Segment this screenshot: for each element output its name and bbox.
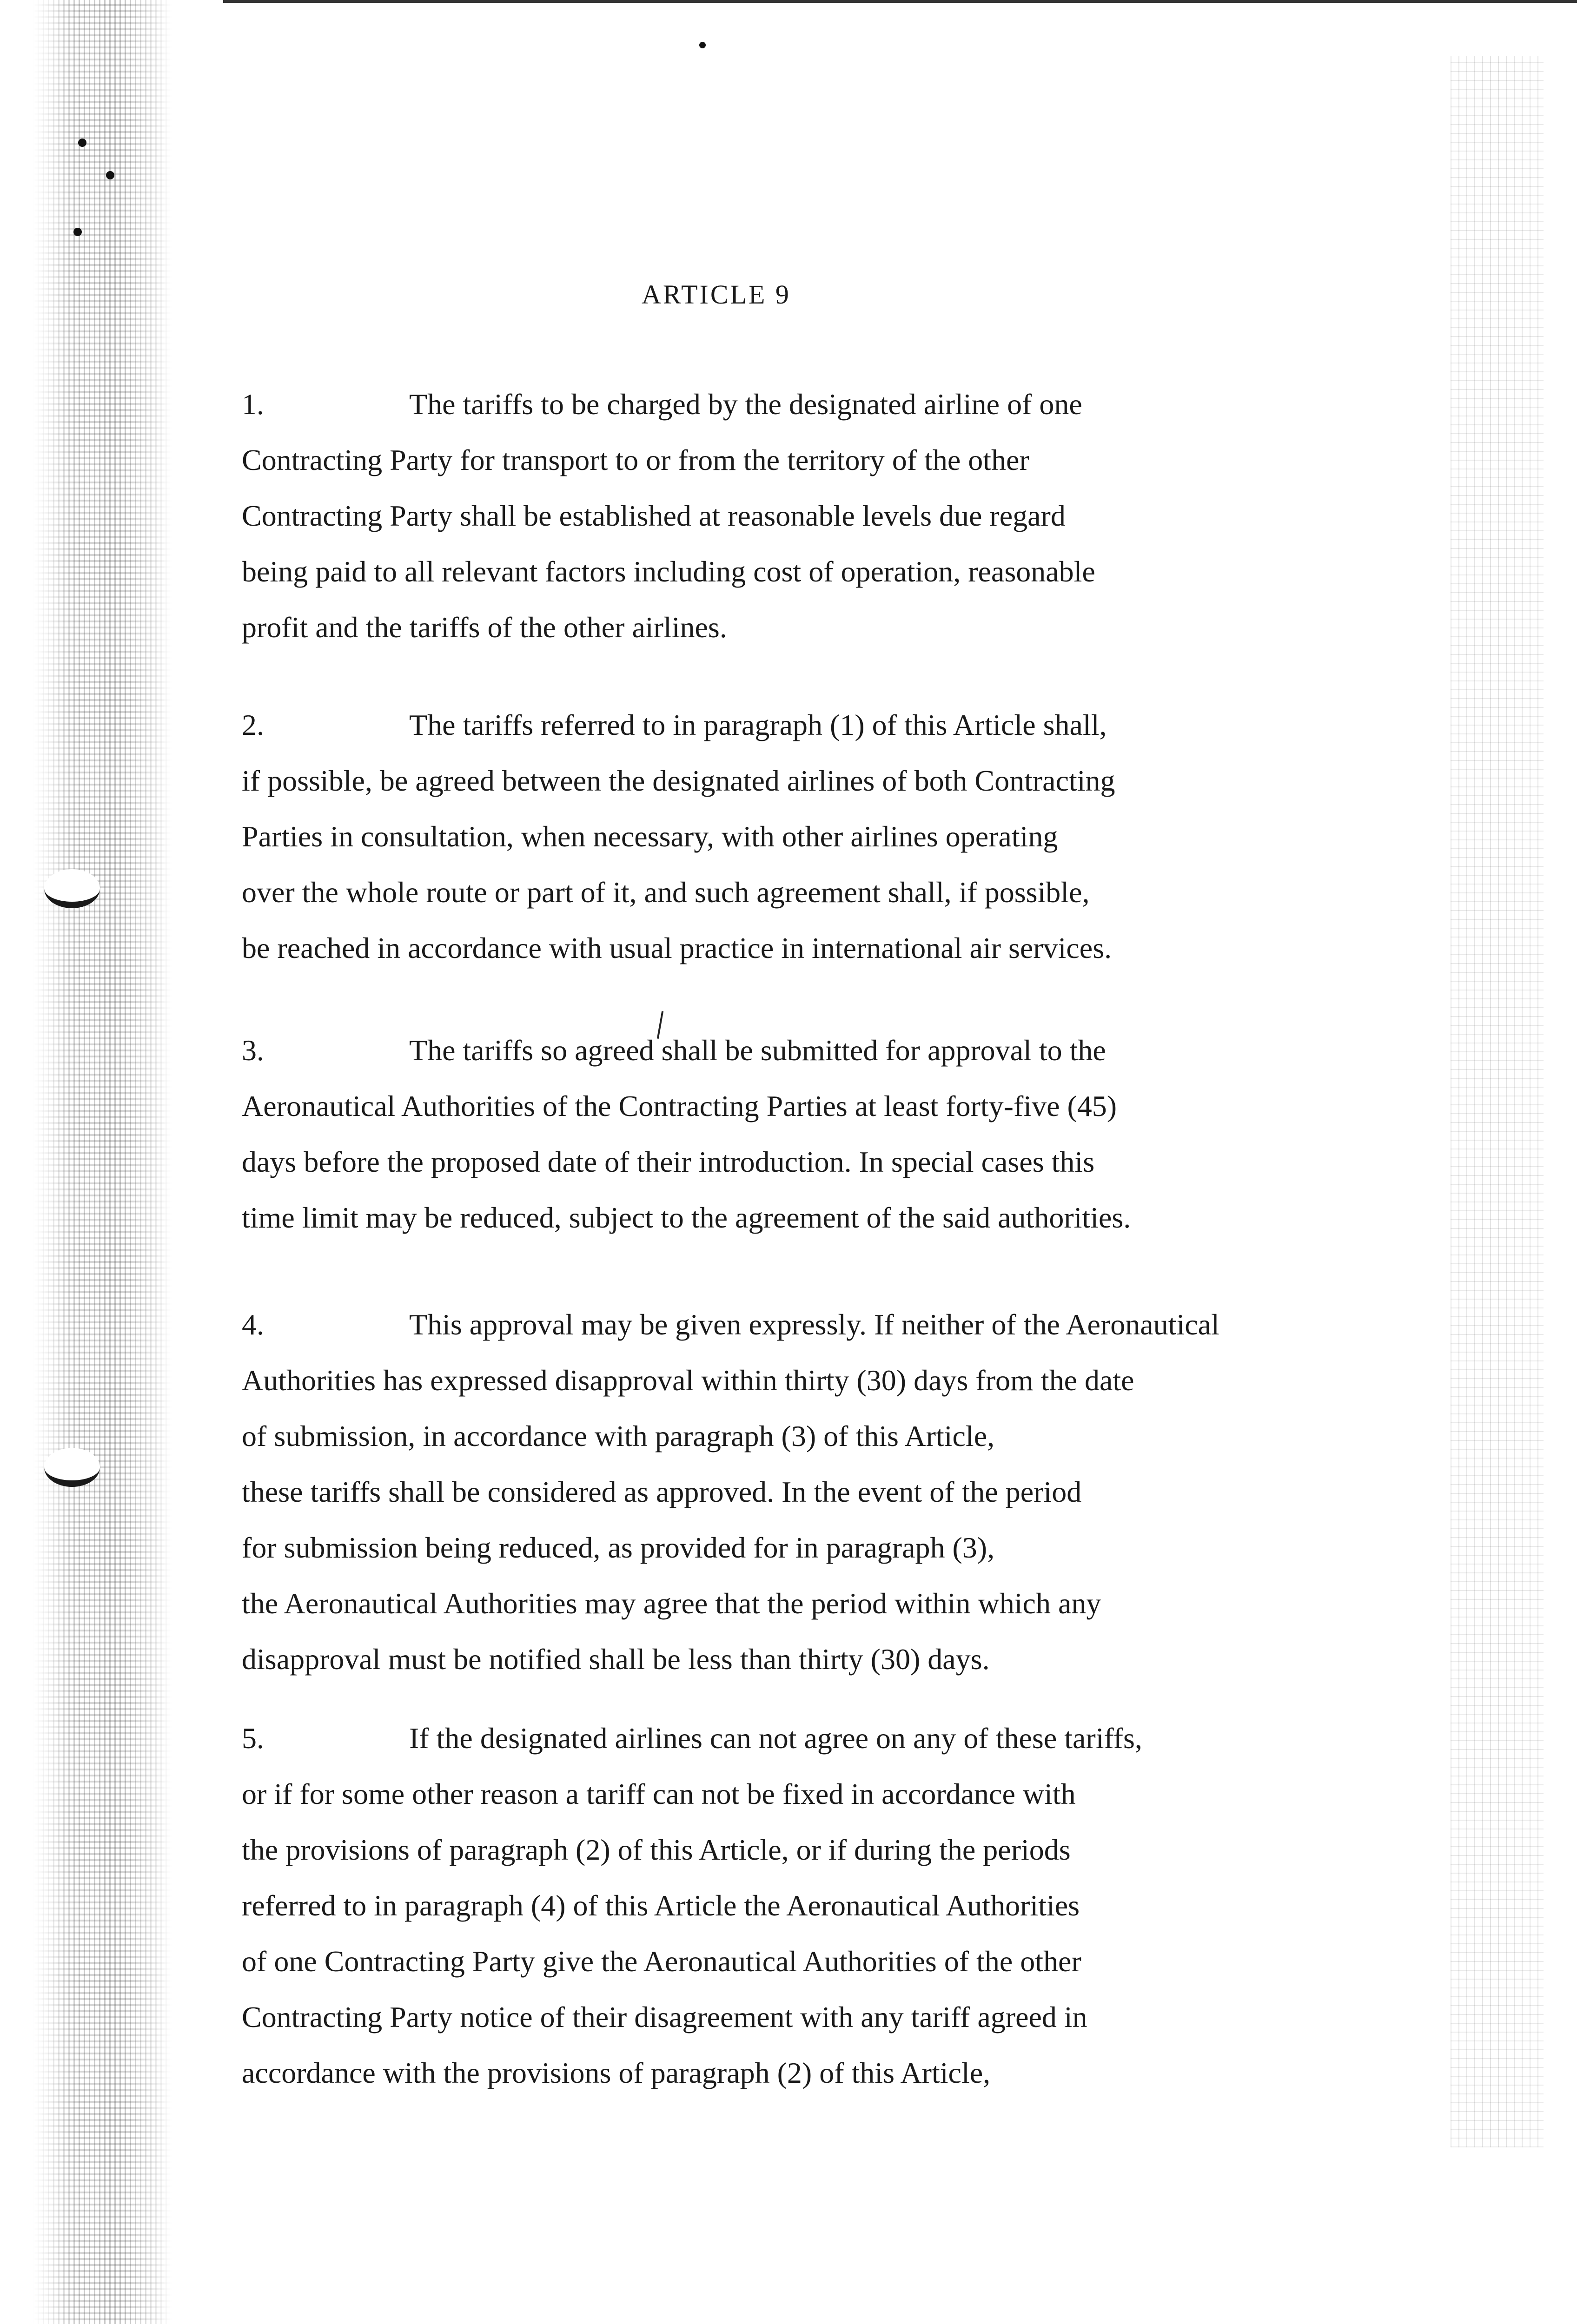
paragraph-line (242, 376, 1469, 432)
paragraph-line: or if for some other reason a tariff can not be fixed in accordance with (242, 1777, 1076, 1810)
paragraph-text: If the designated airlines can not agree on any of these tariffs, (409, 1722, 1142, 1755)
paragraph-number: 3. (242, 1034, 264, 1067)
paragraph-line (242, 697, 1469, 753)
paragraph-line: Contracting Party notice of their disagreement with any tariff agreed in (242, 2000, 1087, 2034)
paragraph-1 (242, 376, 1469, 655)
paragraph-3 (242, 1023, 1469, 1246)
scan-speck (699, 42, 706, 48)
paragraph-line: referred to in paragraph (4) of this Article the Aeronautical Authorities (242, 1889, 1080, 1922)
article-title: ARTICLE 9 (642, 279, 791, 310)
paragraph-5 (242, 1710, 1469, 2101)
paragraph-text: The tariffs to be charged by the designated airline of one (409, 388, 1082, 421)
paragraph-number: 1. (242, 388, 264, 421)
paragraph-2 (242, 697, 1469, 976)
paragraph-line: over the whole route or part of it, and such agreement shall, if possible, (242, 876, 1090, 909)
paragraph-line: accordance with the provisions of paragraph (2) of this Article, (242, 2056, 991, 2089)
punch-hole (44, 869, 100, 908)
paragraph-line: the Aeronautical Authorities may agree that the period within which any (242, 1587, 1101, 1620)
paragraph-line: Contracting Party for transport to or from the territory of the other (242, 443, 1029, 476)
paragraph-line: profit and the tariffs of the other airlines. (242, 611, 727, 644)
scan-speck (106, 171, 114, 179)
paragraph-4 (242, 1297, 1469, 1687)
paragraph-line: Authorities has expressed disapproval within thirty (30) days from the date (242, 1364, 1134, 1397)
paragraph-line: these tariffs shall be considered as approved. In the event of the period (242, 1475, 1082, 1508)
scan-top-edge (223, 0, 1577, 3)
paragraph-text: The tariffs referred to in paragraph (1) of this Article shall, (409, 708, 1107, 741)
paragraph-line: days before the proposed date of their introduction. In special cases this (242, 1145, 1095, 1178)
paragraph-line: time limit may be reduced, subject to the agreement of the said authorities. (242, 1201, 1131, 1234)
paragraph-text: The tariffs so agreed shall be submitted for approval to the (409, 1034, 1106, 1067)
scan-speck (78, 139, 86, 147)
punch-hole (44, 1448, 100, 1487)
paragraph-line: if possible, be agreed between the designated airlines of both Contracting (242, 764, 1115, 797)
paragraph-line (242, 1710, 1469, 1766)
paragraph-line: being paid to all relevant factors including cost of operation, reasonable (242, 555, 1095, 588)
paragraph-line: of submission, in accordance with paragraph (3) of this Article, (242, 1419, 995, 1452)
paragraph-number: 5. (242, 1722, 264, 1755)
paragraph-line: of one Contracting Party give the Aeronautical Authorities of the other (242, 1945, 1081, 1978)
paragraph-line: be reached in accordance with usual practice in international air services. (242, 931, 1112, 964)
paragraph-line: for submission being reduced, as provided for in paragraph (3), (242, 1531, 995, 1564)
paragraph-line: Parties in consultation, when necessary, with other airlines operating (242, 820, 1058, 853)
paragraph-number: 4. (242, 1308, 264, 1341)
paragraph-number: 2. (242, 708, 264, 741)
paragraph-line: the provisions of paragraph (2) of this Article, or if during the periods (242, 1833, 1071, 1866)
paragraph-line: Aeronautical Authorities of the Contracting Parties at least forty-five (45) (242, 1089, 1117, 1122)
paragraph-text: This approval may be given expressly. If neither of the Aeronautical (409, 1308, 1219, 1341)
scan-speck (73, 228, 82, 236)
scan-binding-strip (33, 0, 172, 2324)
paragraph-line (242, 1023, 1469, 1078)
paragraph-line (242, 1297, 1469, 1353)
paragraph-line: Contracting Party shall be established at reasonable levels due regard (242, 499, 1066, 532)
paragraph-line: disapproval must be notified shall be less than thirty (30) days. (242, 1643, 990, 1676)
